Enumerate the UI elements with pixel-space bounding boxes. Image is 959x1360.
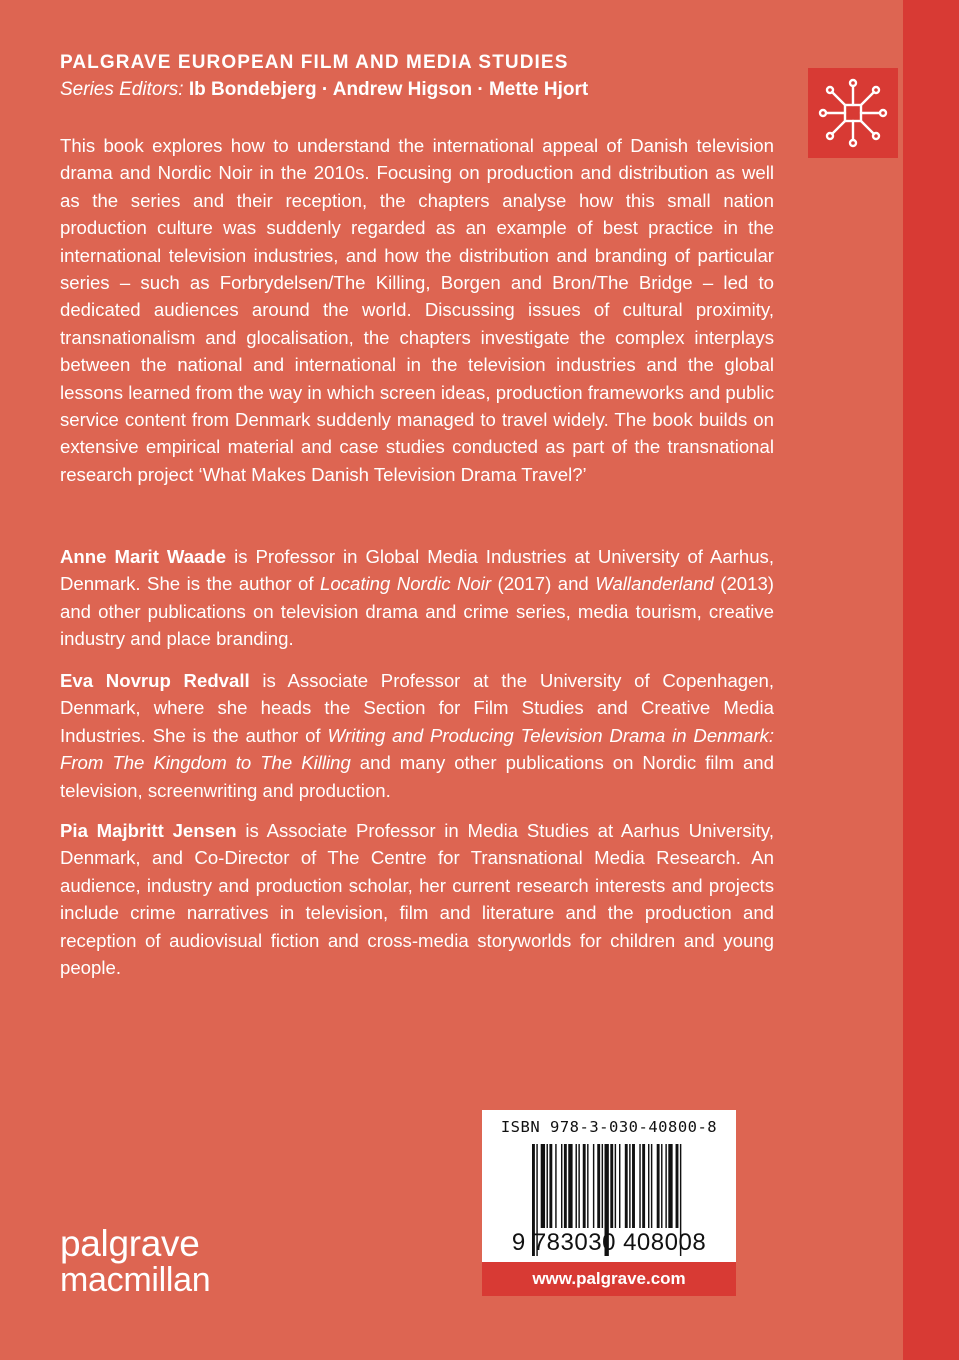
barcode-bar [619, 1144, 620, 1228]
author-bio-redvall [60, 667, 774, 804]
barcode-bar [583, 1144, 586, 1228]
barcode-bar [541, 1144, 545, 1228]
publisher-logo-line2: macmillan [60, 1261, 211, 1299]
barcode-bar [564, 1144, 567, 1228]
barcode-bar [676, 1144, 679, 1228]
author-name: Pia Majbritt Jensen [60, 820, 237, 841]
barcode-bar [568, 1144, 572, 1228]
author-bio-text: is Associate Professor in Media Studies at Aarhus University, Denmark, and Co-Director of The Centre for Transnational Media Research. An audience, industry and production scholar, her current research interests and projects include crime narratives in television, film and literature and the production and reception of audiovisual fiction and cross-media storyworlds for children and young people. [60, 820, 774, 979]
barcode-bar [625, 1144, 628, 1228]
barcode-bar [578, 1144, 579, 1228]
publisher-logo-line1: palgrave [60, 1223, 200, 1264]
barcode-bar [642, 1144, 645, 1228]
spine-stripe [903, 0, 959, 1360]
website-link[interactable]: www.palgrave.com [532, 1269, 686, 1288]
author-bio-text: (2013) and other publications on television drama and crime series, media tourism, creative industry and place branding. [60, 573, 774, 650]
book-description: This book explores how to understand the international appeal of Danish television drama and Nordic Noir in the 2010s. Focusing on production and distribution as well as the series and their reception, the chapters analyse how this small nation production culture was suddenly regarded as an example of best practice in the international television industries, and how the distribution and branding of particular series – such as Forbrydelsen/The Killing, Borgen and Bron/The Bridge – led to dedicated audiences around the world. Discussing issues of cultural proximity, transnationalism and glocalisation, the chapters investigate the complex interplays between the national and international in the television industries and the global lessons learned from the way in which screen ideas, production frameworks and public service content from Denmark suddenly managed to travel widely. The book builds on extensive empirical material and case studies conducted as part of the transnational research project ‘What Makes Danish Television Drama Travel?’ [60, 135, 774, 485]
barcode-bar [661, 1144, 662, 1228]
publisher-logo [60, 1223, 211, 1299]
barcode-digits: 9 783030 408008 [511, 1229, 707, 1256]
author-bio-jensen [60, 817, 774, 981]
barcode-bar [639, 1144, 640, 1228]
series-title: PALGRAVE EUROPEAN FILM AND MEDIA STUDIES [60, 52, 569, 73]
author-bio-text: and many other publications on Nordic film and television, screenwriting and production. [60, 752, 774, 801]
book-title: Wallanderland [595, 573, 714, 595]
barcode-bar [593, 1144, 594, 1228]
barcode-bar [615, 1144, 616, 1228]
barcode-bar [610, 1144, 613, 1228]
barcode-bar [632, 1144, 635, 1228]
author-bio-text: (2017) and [491, 573, 596, 595]
book-title: Locating Nordic Noir [320, 573, 492, 595]
barcode-bar [629, 1144, 630, 1228]
barcode-bar [648, 1144, 649, 1228]
author-name: Eva Novrup Redvall [60, 670, 250, 691]
barcode-bar [657, 1144, 660, 1228]
author-bio-text: is Professor in Global Media Industries at University of Aarhus, Denmark. She is the author of [60, 546, 774, 595]
author-name: Anne Marit Waade [60, 546, 227, 567]
barcode-bar [651, 1144, 652, 1228]
barcode-bar [549, 1144, 552, 1228]
barcode-bar [547, 1144, 548, 1228]
series-editors [60, 79, 588, 101]
barcode-bar [597, 1144, 600, 1228]
isbn-label: ISBN 978-3-030-40800-8 [500, 1118, 718, 1136]
website-bar [482, 1262, 736, 1296]
author-bio-waade [60, 543, 774, 653]
barcode-bar [561, 1144, 562, 1228]
barcode-bar [555, 1144, 556, 1228]
barcode-bar [668, 1144, 672, 1228]
palgrave-network-icon [808, 68, 898, 158]
barcode-bar [602, 1144, 603, 1228]
barcode-bar [587, 1144, 588, 1228]
book-title: Writing and Producing Television Drama in Denmark: From The Kingdom to The Killing [60, 724, 774, 774]
series-editors-label: Series Editors: [60, 79, 184, 100]
author-bio-text: is Associate Professor at the University of Copenhagen, Denmark, where she heads the Section for Film Studies and Creative Media Industries. She is the author of [60, 670, 774, 746]
series-editors-names: Ib Bondebjerg · Andrew Higson · Mette Hjort [188, 79, 589, 100]
barcode-bar [576, 1144, 577, 1228]
barcode-bar [665, 1144, 666, 1228]
